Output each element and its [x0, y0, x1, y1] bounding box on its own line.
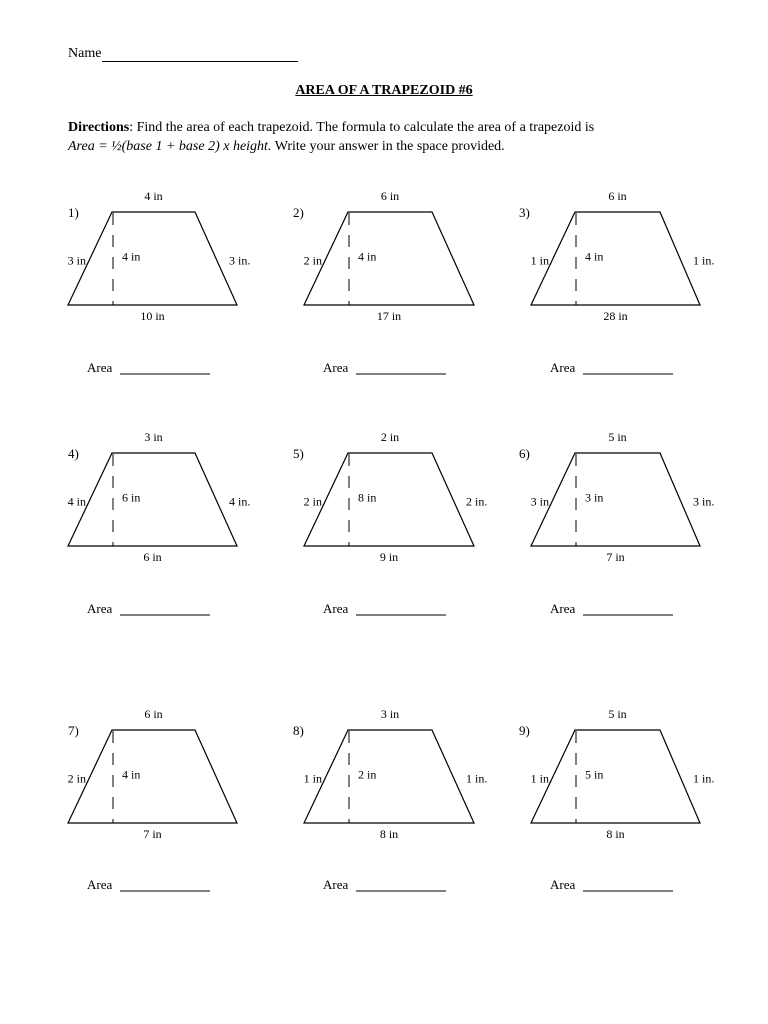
problem-number: 6) [519, 446, 530, 461]
area-label: Area [323, 360, 349, 375]
right-side-label: 3 in. [229, 253, 251, 268]
right-side-label: 2 in. [466, 494, 488, 509]
directions-text-2: Write your answer in the space provided. [271, 139, 505, 154]
problem-number: 1) [68, 205, 79, 220]
height-label: 5 in [585, 767, 604, 782]
trapezoid-shape [304, 453, 474, 546]
left-side-label: 3 in. [67, 253, 89, 268]
top-base-label: 2 in [380, 430, 400, 444]
trapezoid-shape [68, 730, 237, 823]
area-label: Area [87, 877, 113, 892]
bottom-base-label: 8 in [606, 827, 625, 841]
problem-2 [293, 189, 474, 375]
height-label: 4 in [122, 249, 141, 264]
top-base-label: 5 in [608, 430, 627, 444]
height-label: 4 in [122, 767, 141, 782]
directions-label: Directions [68, 120, 130, 135]
problem-4 [68, 430, 251, 616]
bottom-base-label: 17 in [376, 309, 402, 323]
name-label: Name [68, 46, 102, 61]
bottom-base-label: 6 in [143, 550, 162, 564]
trapezoid-shape [68, 212, 237, 305]
page-title: AREA OF A TRAPEZOID #6 [295, 83, 473, 98]
area-label: Area [323, 877, 349, 892]
left-side-label: 1 in. [303, 771, 325, 786]
right-side-label: 1 in. [693, 253, 715, 268]
height-label: 2 in [358, 767, 377, 782]
left-side-label: 4 in. [67, 494, 89, 509]
height-label: 8 in [358, 490, 377, 505]
top-base-label: 5 in [608, 707, 627, 721]
right-side-label: 3 in. [693, 494, 715, 509]
bottom-base-label: 28 in [603, 309, 628, 323]
left-side-label: 3 in. [530, 494, 552, 509]
area-label: Area [323, 601, 349, 616]
top-base-label: 6 in [608, 189, 627, 203]
left-side-label: 2 in. [67, 771, 89, 786]
height-label: 3 in [585, 490, 604, 505]
problem-number: 8) [293, 723, 304, 738]
trapezoid-shape [531, 212, 700, 305]
trapezoid-shape [68, 453, 237, 546]
area-label: Area [550, 601, 576, 616]
height-label: 4 in [585, 249, 604, 264]
problem-number: 5) [293, 446, 304, 461]
area-label: Area [87, 601, 113, 616]
left-side-label: 1 in. [530, 253, 552, 268]
problem-number: 3) [519, 205, 530, 220]
problem-number: 4) [68, 446, 79, 461]
directions-formula: Area = ½(base 1 + base 2) x height. [68, 139, 272, 154]
left-side-label: 1 in. [530, 771, 552, 786]
problem-6 [519, 430, 714, 616]
problem-8 [293, 707, 487, 892]
problem-number: 9) [519, 723, 530, 738]
problem-1 [68, 189, 251, 375]
top-base-label: 6 in [144, 707, 163, 721]
left-side-label: 2 in. [303, 253, 325, 268]
bottom-base-label: 9 in [379, 550, 399, 564]
bottom-base-label: 10 in [140, 309, 165, 323]
problem-9 [519, 707, 714, 892]
bottom-base-label: 7 in [606, 550, 625, 564]
left-side-label: 2 in. [303, 494, 325, 509]
problem-number: 2) [293, 205, 304, 220]
height-label: 4 in [358, 249, 377, 264]
problem-7 [68, 707, 237, 892]
problem-number: 7) [68, 723, 79, 738]
top-base-label: 6 in [380, 189, 400, 203]
right-side-label: 1 in. [693, 771, 715, 786]
trapezoid-shape [531, 453, 700, 546]
area-label: Area [87, 360, 113, 375]
trapezoid-shape [304, 212, 474, 305]
directions-text-1: : Find the area of each trapezoid. The formula to calculate the area of a trapezoid is [129, 120, 595, 135]
top-base-label: 3 in [144, 430, 163, 444]
top-base-label: 3 in [380, 707, 400, 721]
problem-3 [519, 189, 714, 375]
height-label: 6 in [122, 490, 141, 505]
right-side-label: 4 in. [229, 494, 251, 509]
trapezoid-shape [304, 730, 474, 823]
right-side-label: 1 in. [466, 771, 488, 786]
area-label: Area [550, 360, 576, 375]
top-base-label: 4 in [144, 189, 163, 203]
problem-5 [293, 430, 487, 616]
trapezoid-shape [531, 730, 700, 823]
bottom-base-label: 7 in [143, 827, 162, 841]
bottom-base-label: 8 in [379, 827, 399, 841]
area-label: Area [550, 877, 576, 892]
